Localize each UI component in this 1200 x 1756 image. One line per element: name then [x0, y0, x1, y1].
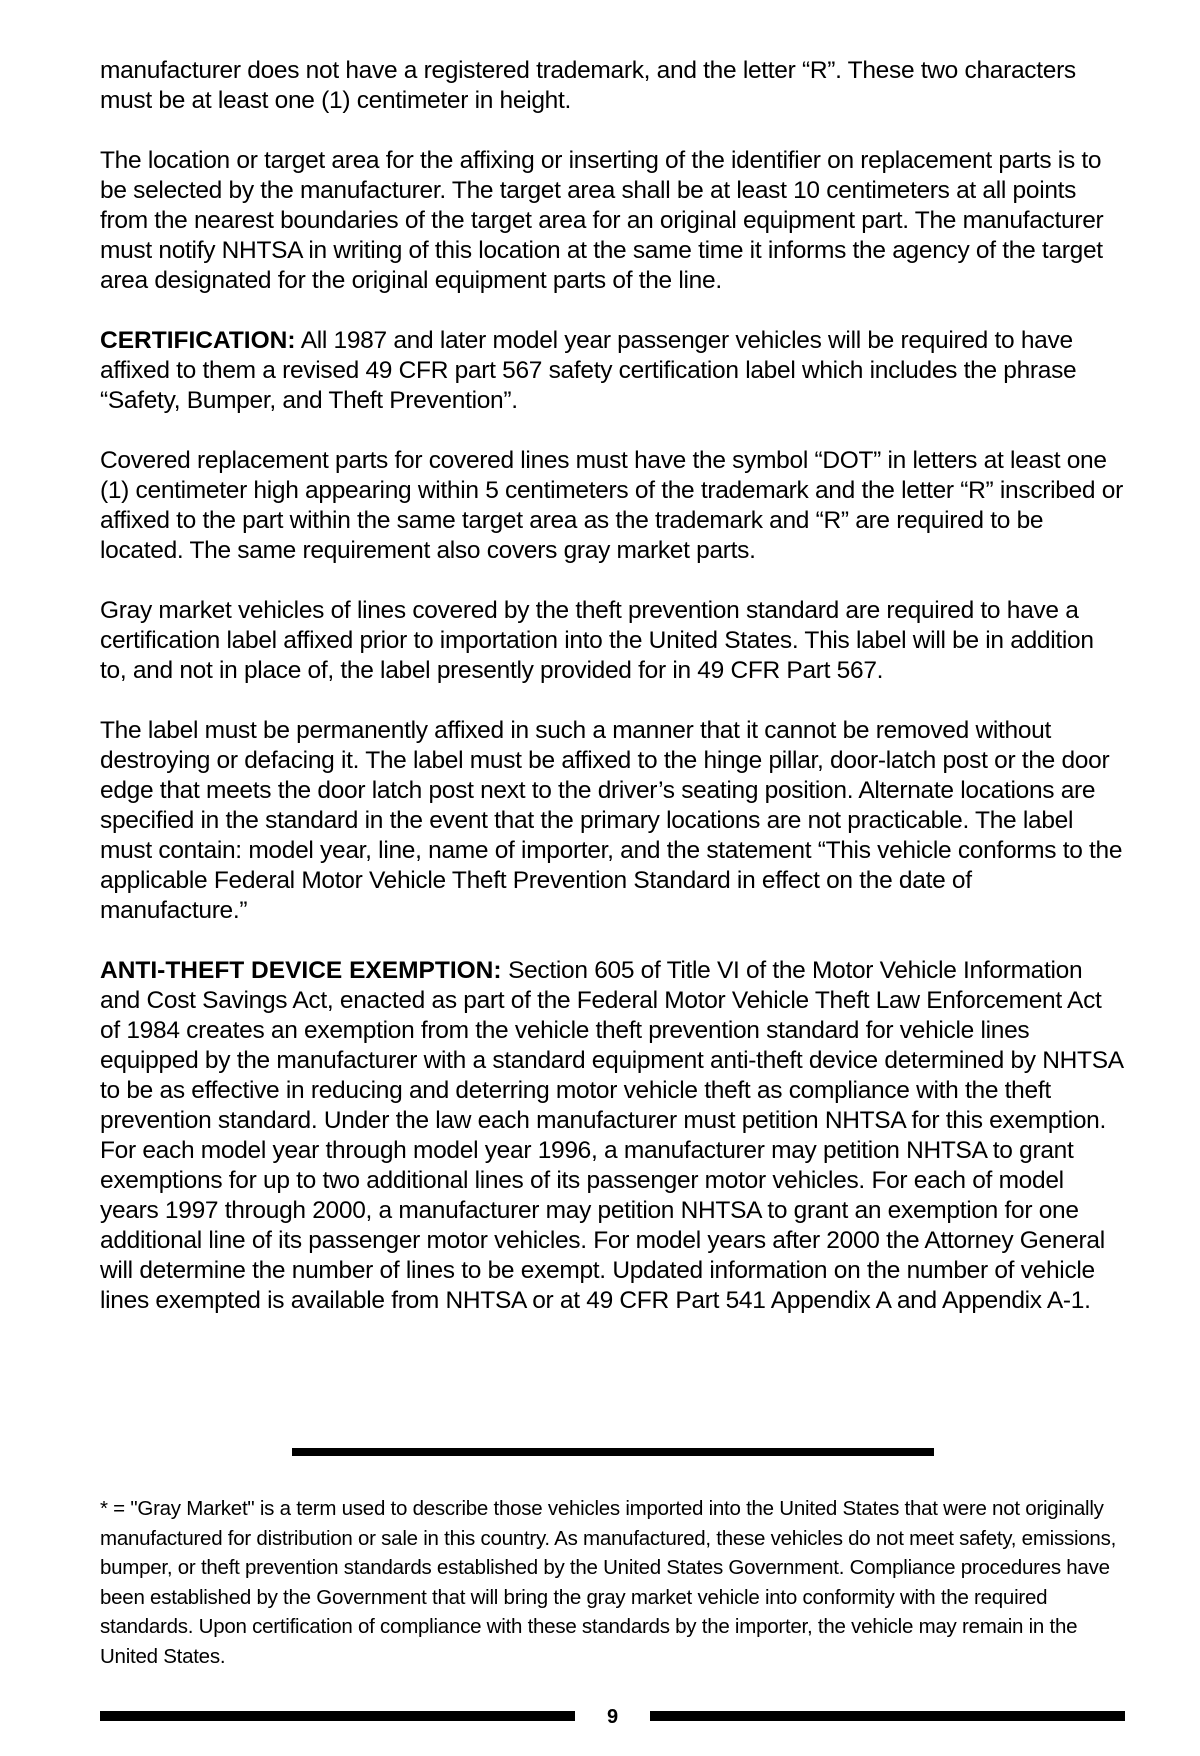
footer-rule-left	[100, 1711, 575, 1721]
paragraph-text: Gray market vehicles of lines covered by the theft prevention standard are required to have a certification label affixed prior to importation into the United States. This label will be in addition to, and not in place of, the label presently provided for in 49 CFR Part 567.	[100, 597, 1094, 684]
paragraph-anti-theft-exemption	[100, 956, 1125, 1316]
paragraph-trademark-height	[100, 56, 1125, 116]
paragraph-replacement-parts	[100, 446, 1125, 566]
anti-theft-heading: ANTI-THEFT DEVICE EXEMPTION:	[100, 957, 502, 984]
footer-rule-right	[650, 1711, 1125, 1721]
paragraph-text: The location or target area for the affixing or inserting of the identifier on replacement parts is to be selected by the manufacturer. The target area shall be at least 10 centimeters at all points from the nearest boundaries of the target area for an original equipment part. The manufacturer must notify NHTSA in writing of this location at the same time it informs the agency of the target area designated for the original equipment parts of the line.	[100, 147, 1104, 294]
paragraph-certification	[100, 326, 1125, 416]
paragraph-text: Section 605 of Title VI of the Motor Vehicle Information and Cost Savings Act, enacted as part of the Federal Motor Vehicle Theft Law Enforcement Act of 1984 creates an exemption from the vehicle theft prevention standard for vehicle lines equipped by the manufacturer with a standard equipment anti-theft device determined by NHTSA to be as effective in reducing and deterring motor vehicle theft as compliance with the theft prevention standard. Under the law each manufacturer must petition NHTSA for this exemption. For each model year through model year 1996, a manufacturer may petition NHTSA to grant exemptions for up to two additional lines of its passenger motor vehicles. For each of model years 1997 through 2000, a manufacturer may petition NHTSA to grant an exemption for one additional line of its passenger motor vehicles. For model years after 2000 the Attorney General will determine the number of lines to be exempt. Updated information on the number of vehicle lines exempted is available from NHTSA or at 49 CFR Part 541 Appendix A and Appendix A-1.	[100, 957, 1123, 1314]
page-footer	[100, 1705, 1125, 1729]
paragraph-text: Covered replacement parts for covered lines must have the symbol “DOT” in letters at least one (1) centimeter high appearing within 5 centimeters of the trademark and the letter “R” inscribed or affixed to the part within the same target area as the trademark and “R” are required to be located. The same requirement also covers gray market parts.	[100, 447, 1123, 564]
paragraph-text: All 1987 and later model year passenger vehicles will be required to have affixed to them a revised 49 CFR part 567 safety certification label which includes the phrase “Safety, Bumper, and Theft Prevention”.	[100, 327, 1077, 414]
body-text	[100, 56, 1125, 1346]
paragraph-target-area	[100, 146, 1125, 296]
page-number: 9	[606, 1706, 619, 1728]
gray-market-footnote: * = "Gray Market" is a term used to describe those vehicles imported into the United States that were not originally manufactured for distribution or sale in this country. As manufactured, these vehicles do not meet safety, emissions, bumper, or theft prevention standards established by the United States Government. Compliance procedures have been established by the Government that will bring the gray market vehicle into conformity with the required standards. Upon certification of compliance with these standards by the importer, the vehicle may remain in the United States.	[100, 1497, 1117, 1668]
section-divider	[292, 1448, 934, 1456]
paragraph-label-affixing	[100, 716, 1125, 926]
certification-heading: CERTIFICATION:	[100, 327, 296, 354]
paragraph-gray-market-vehicles	[100, 596, 1125, 686]
paragraph-text: The label must be permanently affixed in such a manner that it cannot be removed without destroying or defacing it. The label must be affixed to the hinge pillar, door-latch post or the door edge that meets the door latch post next to the driver’s seating position. Alternate locations are specified in the standard in the event that the primary locations are not practicable. The label must contain: model year, line, name of importer, and the statement “This vehicle conforms to the applicable Federal Motor Vehicle Theft Prevention Standard in effect on the date of manufacture.”	[100, 717, 1123, 924]
paragraph-text: manufacturer does not have a registered trademark, and the letter “R”. These two characters must be at least one (1) centimeter in height.	[100, 57, 1076, 114]
